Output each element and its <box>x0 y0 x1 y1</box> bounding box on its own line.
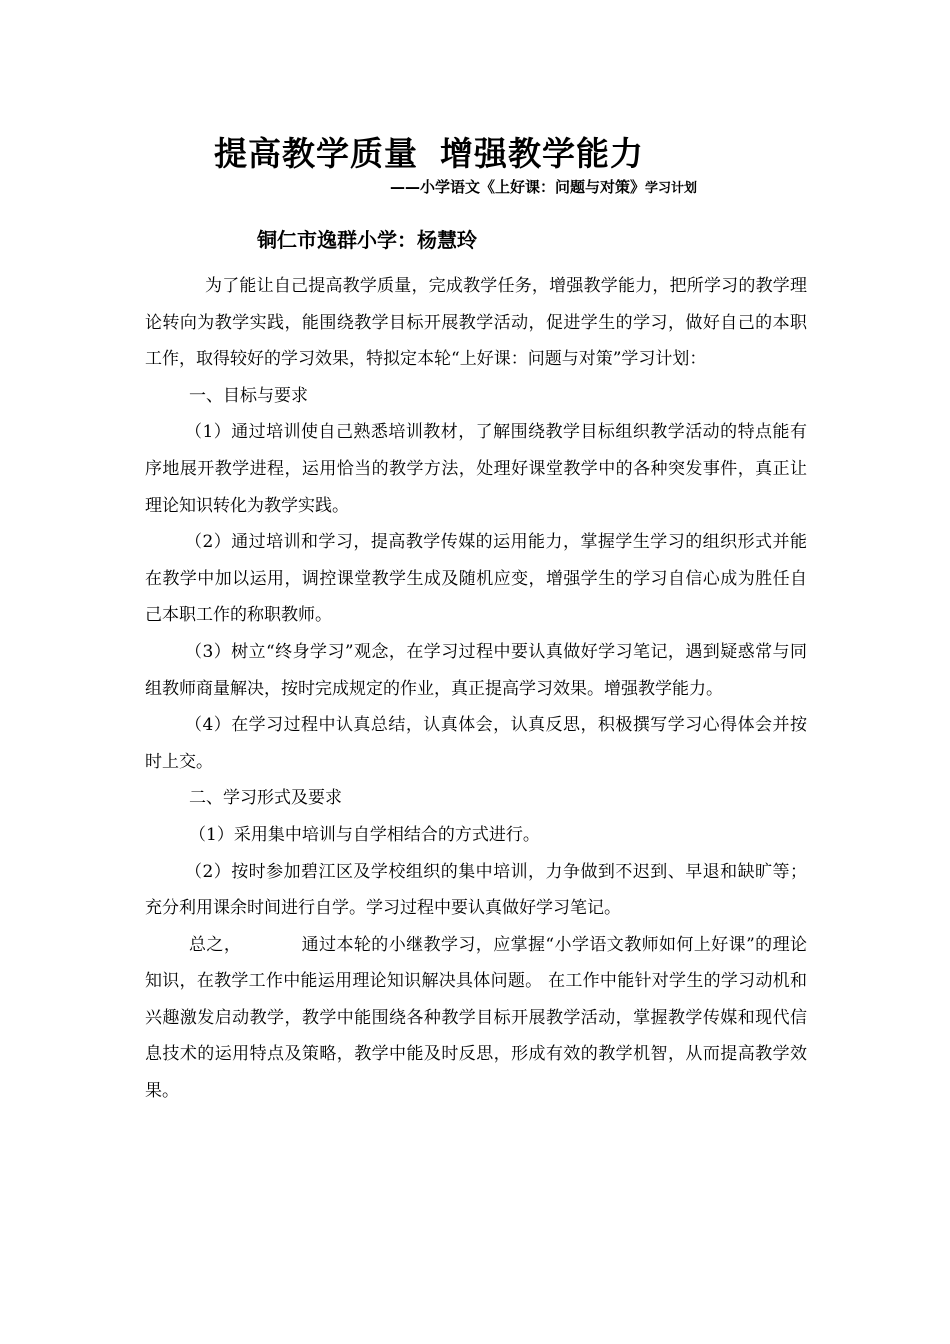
subtitle-tail: 学习计划 <box>645 181 698 196</box>
section-heading-1: 一、目标与要求 <box>189 385 308 406</box>
title-part-2: 增强教学能力 <box>440 134 644 173</box>
subtitle-main: ——小学语文《上好课：问题与对策》 <box>390 178 646 196</box>
section-heading-2: 二、学习形式及要求 <box>189 788 342 809</box>
document-subtitle <box>390 176 697 197</box>
intro-paragraph: 为了能让自己提高教学质量，完成教学任务，增强教学能力，把所学习的教学理论转向为教学实践，能围绕教学目标开展教学活动，促进学生的学习，做好自己的本职工作，取得较好的学习效果，特拟定本轮“上好课：问题与对策”学习计划： <box>145 276 807 370</box>
title-part-1: 提高教学质量 <box>214 134 418 173</box>
summary-paragraph <box>145 927 807 1110</box>
goal-item-1: （1）通过培训使自己熟悉培训教材，了解围绕教学目标组织教学活动的特点能有序地展开教学进程，运用恰当的教学方法，处理好课堂教学中的各种突发事件，真正让理论知识转化为教学实践。 <box>145 422 807 516</box>
summary-rest: 通过本轮的小继教学习，应掌握“小学语文教师如何上好课”的理论知识，在教学工作中能运用理论知识解决具体问题。 在工作中能针对学生的学习动机和兴趣激发启动教学，教学中能围绕各种教学目标开展教学活动，掌握教学传媒和现代信息技术的运用特点及策略，教学中能及时反思，形成有效的教学机智，从而提高教学效果。 <box>145 934 808 1102</box>
document-title <box>214 128 644 175</box>
goal-item-2: （2）通过培训和学习，提高教学传媒的运用能力，掌握学生学习的组织形式并能在教学中加以运用，调控课堂教学生成及随机应变，增强学生的学习自信心成为胜任自己本职工作的称职教师。 <box>145 532 807 626</box>
document-body <box>145 268 807 1110</box>
goal-item-4: （4）在学习过程中认真总结，认真体会，认真反思，积极撰写学习心得体会并按时上交。 <box>145 715 807 772</box>
author-line: 铜仁市逸群小学：杨慧玲 <box>257 228 477 252</box>
form-item-1: （1）采用集中培训与自学相结合的方式进行。 <box>189 824 540 845</box>
goal-item-3: （3）树立“终身学习”观念，在学习过程中要认真做好学习笔记，遇到疑惑常与同组教师商量解决，按时完成规定的作业，真正提高学习效果。增强教学能力。 <box>145 641 807 699</box>
form-item-2: （2）按时参加碧江区及学校组织的集中培训，力争做到不迟到、早退和缺旷等；充分利用课余时间进行自学。学习过程中要认真做好学习笔记。 <box>145 861 807 919</box>
summary-lead: 总之， <box>189 934 242 955</box>
